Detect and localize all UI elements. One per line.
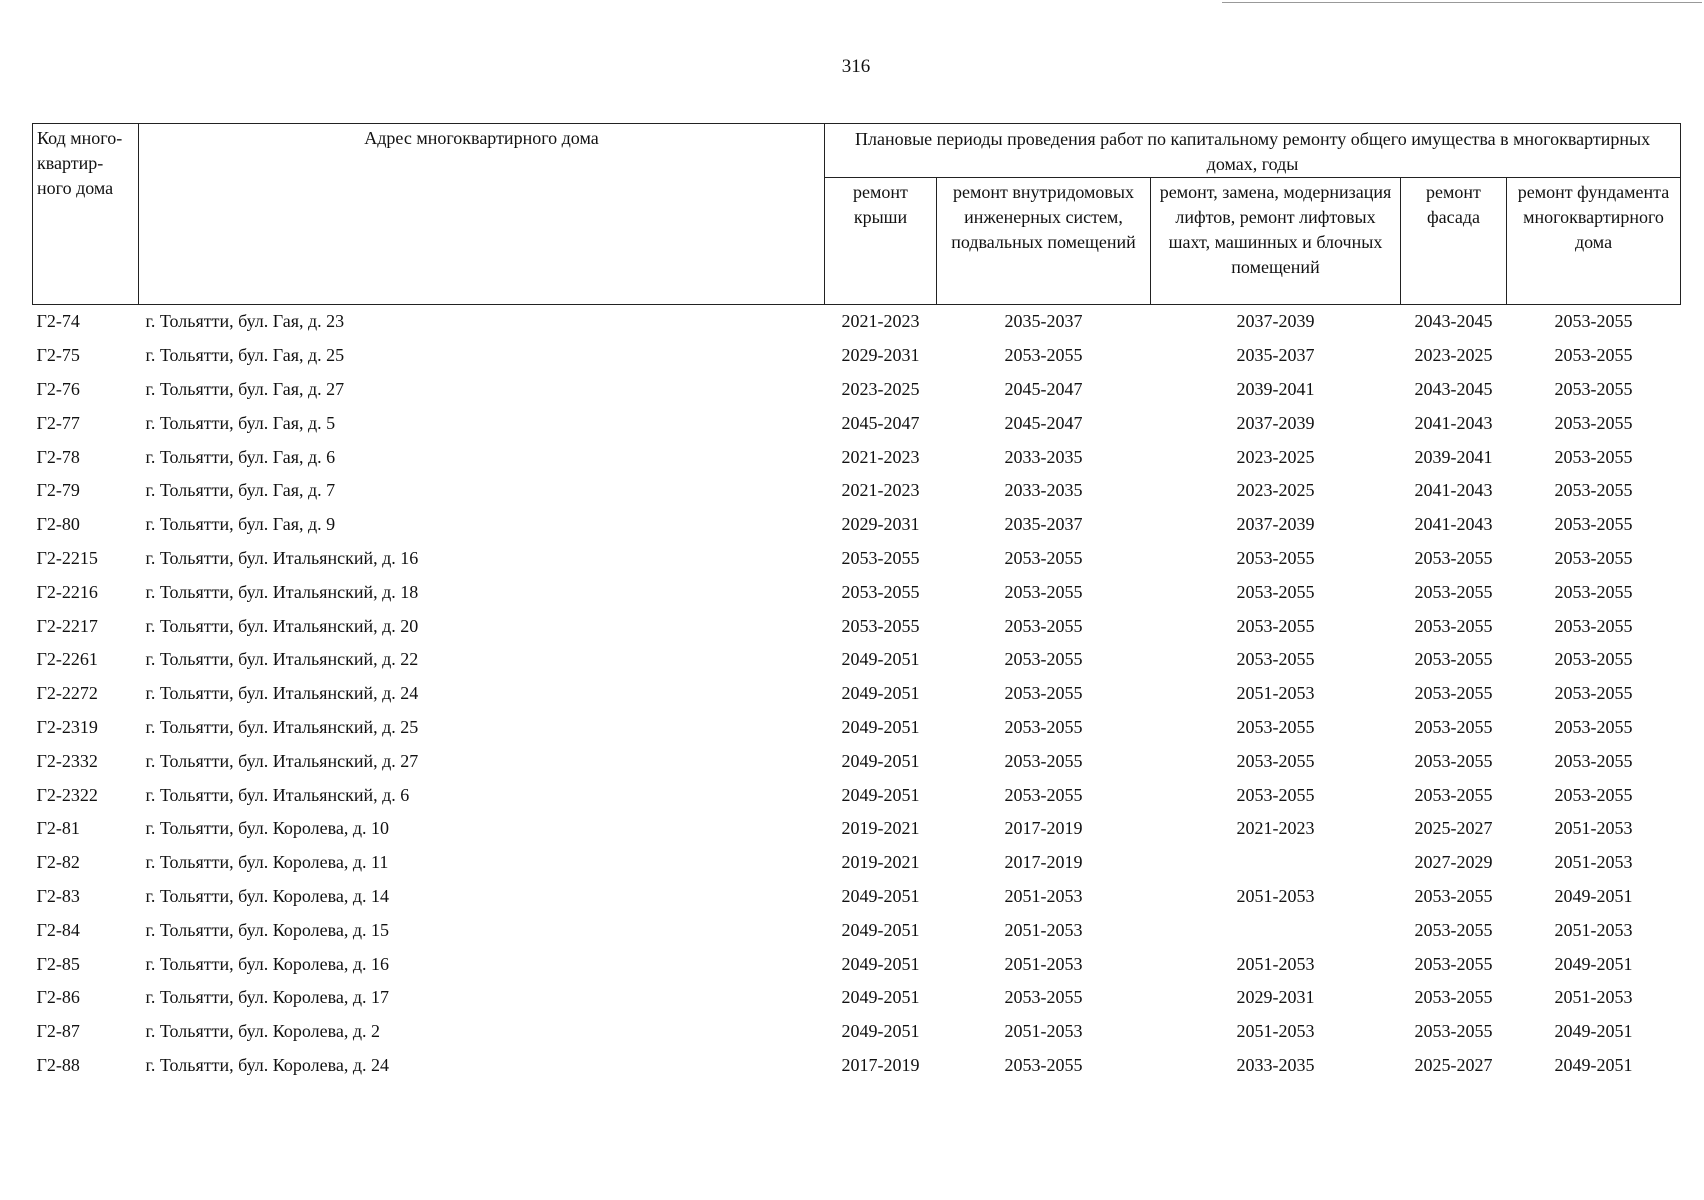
row-lifts-period: 2051-2053 bbox=[1236, 885, 1315, 906]
row-roof-period: 2049-2051 bbox=[841, 683, 920, 704]
row-facade-period: 2043-2045 bbox=[1414, 311, 1493, 332]
row-code: Г2-80 bbox=[36, 514, 80, 535]
row-code: Г2-2217 bbox=[36, 615, 98, 636]
row-address: г. Тольятти, бул. Королева, д. 11 bbox=[145, 852, 389, 873]
table-row bbox=[33, 339, 1681, 373]
row-roof-period: 2049-2051 bbox=[841, 1021, 920, 1042]
row-lifts-period: 2053-2055 bbox=[1236, 547, 1315, 568]
row-roof-period: 2049-2051 bbox=[841, 649, 920, 670]
row-systems-period: 2053-2055 bbox=[1004, 716, 1083, 737]
row-facade-period: 2053-2055 bbox=[1414, 1021, 1493, 1042]
table-row bbox=[33, 947, 1681, 981]
row-systems-period: 2053-2055 bbox=[1004, 615, 1083, 636]
table-row bbox=[33, 744, 1681, 778]
row-lifts-period: 2053-2055 bbox=[1236, 615, 1315, 636]
row-facade-period: 2041-2043 bbox=[1414, 480, 1493, 501]
row-foundation-period: 2051-2053 bbox=[1554, 919, 1633, 940]
row-code: Г2-77 bbox=[36, 412, 80, 433]
row-lifts-period: 2053-2055 bbox=[1236, 784, 1315, 805]
row-facade-period: 2053-2055 bbox=[1414, 547, 1493, 568]
row-facade-period: 2053-2055 bbox=[1414, 750, 1493, 771]
row-lifts-period: 2051-2053 bbox=[1236, 953, 1315, 974]
row-address: г. Тольятти, бул. Итальянский, д. 20 bbox=[145, 615, 419, 636]
row-roof-period: 2053-2055 bbox=[841, 581, 920, 602]
table-body bbox=[33, 305, 1681, 1083]
row-foundation-period: 2053-2055 bbox=[1554, 345, 1633, 366]
row-code: Г2-2216 bbox=[36, 581, 98, 602]
row-systems-period: 2053-2055 bbox=[1004, 750, 1083, 771]
row-lifts-period: 2037-2039 bbox=[1236, 311, 1315, 332]
table-row bbox=[33, 305, 1681, 339]
row-foundation-period: 2051-2053 bbox=[1554, 818, 1633, 839]
table-row bbox=[33, 542, 1681, 576]
table-row bbox=[33, 880, 1681, 914]
row-foundation-period: 2049-2051 bbox=[1554, 1054, 1633, 1075]
row-systems-period: 2053-2055 bbox=[1004, 649, 1083, 670]
row-systems-period: 2045-2047 bbox=[1004, 412, 1083, 433]
row-foundation-period: 2053-2055 bbox=[1554, 649, 1633, 670]
row-roof-period: 2029-2031 bbox=[841, 345, 920, 366]
table-row bbox=[33, 1015, 1681, 1049]
row-facade-period: 2053-2055 bbox=[1414, 615, 1493, 636]
row-address: г. Тольятти, бул. Гая, д. 6 bbox=[145, 446, 336, 467]
row-lifts-period: 2051-2053 bbox=[1236, 683, 1315, 704]
row-lifts-period: 2053-2055 bbox=[1236, 750, 1315, 771]
row-address: г. Тольятти, бул. Итальянский, д. 6 bbox=[145, 784, 410, 805]
row-facade-period: 2023-2025 bbox=[1414, 345, 1493, 366]
row-systems-period: 2051-2053 bbox=[1004, 953, 1083, 974]
row-code: Г2-2272 bbox=[36, 683, 98, 704]
row-code: Г2-88 bbox=[36, 1054, 80, 1075]
table-row bbox=[33, 440, 1681, 474]
row-systems-period: 2017-2019 bbox=[1004, 818, 1083, 839]
row-facade-period: 2053-2055 bbox=[1414, 953, 1493, 974]
row-roof-period: 2049-2051 bbox=[841, 750, 920, 771]
row-lifts-period bbox=[1151, 846, 1401, 880]
row-roof-period: 2049-2051 bbox=[841, 987, 920, 1008]
row-lifts-period: 2053-2055 bbox=[1236, 581, 1315, 602]
row-roof-period: 2049-2051 bbox=[841, 919, 920, 940]
table-row bbox=[33, 711, 1681, 745]
table-row bbox=[33, 508, 1681, 542]
row-systems-period: 2053-2055 bbox=[1004, 683, 1083, 704]
row-address: г. Тольятти, бул. Итальянский, д. 16 bbox=[145, 547, 419, 568]
header-systems: ремонт внутридомовых инженерных систем, подвальных помещений bbox=[937, 178, 1151, 305]
repair-schedule-table bbox=[32, 123, 1681, 1082]
header-address: Адрес многоквартирного дома bbox=[139, 124, 825, 305]
row-code: Г2-81 bbox=[36, 818, 80, 839]
row-roof-period: 2049-2051 bbox=[841, 784, 920, 805]
row-foundation-period: 2053-2055 bbox=[1554, 581, 1633, 602]
row-systems-period: 2045-2047 bbox=[1004, 378, 1083, 399]
row-code: Г2-2261 bbox=[36, 649, 98, 670]
row-facade-period: 2053-2055 bbox=[1414, 784, 1493, 805]
row-roof-period: 2017-2019 bbox=[841, 1054, 920, 1075]
row-systems-period: 2053-2055 bbox=[1004, 581, 1083, 602]
row-address: г. Тольятти, бул. Итальянский, д. 24 bbox=[145, 683, 419, 704]
row-systems-period: 2017-2019 bbox=[1004, 852, 1083, 873]
row-roof-period: 2049-2051 bbox=[841, 953, 920, 974]
row-address: г. Тольятти, бул. Итальянский, д. 25 bbox=[145, 716, 419, 737]
row-address: г. Тольятти, бул. Гая, д. 25 bbox=[145, 345, 345, 366]
header-facade: ремонт фасада bbox=[1401, 178, 1507, 305]
table-row bbox=[33, 846, 1681, 880]
row-lifts-period: 2023-2025 bbox=[1236, 446, 1315, 467]
row-code: Г2-74 bbox=[36, 311, 80, 332]
header-roof: ремонт крыши bbox=[825, 178, 937, 305]
row-roof-period: 2029-2031 bbox=[841, 514, 920, 535]
row-systems-period: 2053-2055 bbox=[1004, 345, 1083, 366]
row-address: г. Тольятти, бул. Королева, д. 16 bbox=[145, 953, 390, 974]
row-systems-period: 2053-2055 bbox=[1004, 987, 1083, 1008]
table-row bbox=[33, 609, 1681, 643]
row-systems-period: 2053-2055 bbox=[1004, 547, 1083, 568]
row-roof-period: 2019-2021 bbox=[841, 852, 920, 873]
row-facade-period: 2027-2029 bbox=[1414, 852, 1493, 873]
row-facade-period: 2053-2055 bbox=[1414, 649, 1493, 670]
table-row bbox=[33, 474, 1681, 508]
row-code: Г2-83 bbox=[36, 885, 80, 906]
row-foundation-period: 2049-2051 bbox=[1554, 885, 1633, 906]
row-address: г. Тольятти, бул. Королева, д. 10 bbox=[145, 818, 390, 839]
row-code: Г2-78 bbox=[36, 446, 80, 467]
header-code: Код много-квартир-ного дома bbox=[33, 124, 139, 305]
row-foundation-period: 2053-2055 bbox=[1554, 446, 1633, 467]
row-roof-period: 2021-2023 bbox=[841, 446, 920, 467]
row-foundation-period: 2053-2055 bbox=[1554, 311, 1633, 332]
row-lifts-period bbox=[1151, 913, 1401, 947]
table-row bbox=[33, 812, 1681, 846]
row-systems-period: 2053-2055 bbox=[1004, 784, 1083, 805]
row-foundation-period: 2049-2051 bbox=[1554, 953, 1633, 974]
row-systems-period: 2035-2037 bbox=[1004, 514, 1083, 535]
row-code: Г2-85 bbox=[36, 953, 80, 974]
row-code: Г2-76 bbox=[36, 378, 80, 399]
row-foundation-period: 2051-2053 bbox=[1554, 852, 1633, 873]
row-facade-period: 2025-2027 bbox=[1414, 818, 1493, 839]
row-systems-period: 2033-2035 bbox=[1004, 446, 1083, 467]
row-address: г. Тольятти, бул. Королева, д. 14 bbox=[145, 885, 390, 906]
row-systems-period: 2051-2053 bbox=[1004, 1021, 1083, 1042]
row-address: г. Тольятти, бул. Итальянский, д. 22 bbox=[145, 649, 419, 670]
row-lifts-period: 2029-2031 bbox=[1236, 987, 1315, 1008]
row-address: г. Тольятти, бул. Гая, д. 5 bbox=[145, 412, 336, 433]
row-roof-period: 2021-2023 bbox=[841, 311, 920, 332]
row-code: Г2-87 bbox=[36, 1021, 80, 1042]
table-row bbox=[33, 913, 1681, 947]
page-number: 316 bbox=[841, 56, 871, 77]
header-planned-periods: Плановые периоды проведения работ по капитальному ремонту общего имущества в многоквартирных домах, годы bbox=[825, 124, 1681, 178]
row-code: Г2-2332 bbox=[36, 750, 98, 771]
row-address: г. Тольятти, бул. Гая, д. 9 bbox=[145, 514, 336, 535]
row-lifts-period: 2039-2041 bbox=[1236, 378, 1315, 399]
row-address: г. Тольятти, бул. Итальянский, д. 27 bbox=[145, 750, 419, 771]
row-code: Г2-75 bbox=[36, 345, 80, 366]
row-facade-period: 2053-2055 bbox=[1414, 919, 1493, 940]
row-foundation-period: 2053-2055 bbox=[1554, 784, 1633, 805]
row-roof-period: 2023-2025 bbox=[841, 378, 920, 399]
table-row bbox=[33, 406, 1681, 440]
row-foundation-period: 2053-2055 bbox=[1554, 412, 1633, 433]
row-code: Г2-2215 bbox=[36, 547, 98, 568]
table-row bbox=[33, 373, 1681, 407]
header-foundation: ремонт фундамента многоквартирного дома bbox=[1507, 178, 1681, 305]
row-address: г. Тольятти, бул. Королева, д. 2 bbox=[145, 1021, 381, 1042]
row-facade-period: 2053-2055 bbox=[1414, 716, 1493, 737]
row-roof-period: 2049-2051 bbox=[841, 716, 920, 737]
table-row bbox=[33, 677, 1681, 711]
row-systems-period: 2035-2037 bbox=[1004, 311, 1083, 332]
row-facade-period: 2025-2027 bbox=[1414, 1054, 1493, 1075]
row-address: г. Тольятти, бул. Королева, д. 17 bbox=[145, 987, 390, 1008]
row-foundation-period: 2053-2055 bbox=[1554, 480, 1633, 501]
row-address: г. Тольятти, бул. Итальянский, д. 18 bbox=[145, 581, 419, 602]
row-facade-period: 2041-2043 bbox=[1414, 412, 1493, 433]
row-facade-period: 2053-2055 bbox=[1414, 581, 1493, 602]
row-roof-period: 2053-2055 bbox=[841, 615, 920, 636]
row-facade-period: 2053-2055 bbox=[1414, 885, 1493, 906]
row-lifts-period: 2023-2025 bbox=[1236, 480, 1315, 501]
row-facade-period: 2041-2043 bbox=[1414, 514, 1493, 535]
row-lifts-period: 2053-2055 bbox=[1236, 716, 1315, 737]
row-lifts-period: 2053-2055 bbox=[1236, 649, 1315, 670]
table-row bbox=[33, 643, 1681, 677]
table-row bbox=[33, 1049, 1681, 1083]
row-foundation-period: 2053-2055 bbox=[1554, 547, 1633, 568]
scan-edge-line bbox=[1222, 2, 1702, 3]
row-code: Г2-82 bbox=[36, 852, 80, 873]
row-address: г. Тольятти, бул. Гая, д. 7 bbox=[145, 480, 336, 501]
row-roof-period: 2049-2051 bbox=[841, 885, 920, 906]
row-address: г. Тольятти, бул. Королева, д. 15 bbox=[145, 919, 390, 940]
row-address: г. Тольятти, бул. Гая, д. 23 bbox=[145, 311, 345, 332]
table-row bbox=[33, 981, 1681, 1015]
table-row bbox=[33, 778, 1681, 812]
header-lifts: ремонт, замена, модернизация лифтов, ремонт лифтовых шахт, машинных и блочных помещений bbox=[1151, 178, 1401, 305]
row-lifts-period: 2051-2053 bbox=[1236, 1021, 1315, 1042]
row-facade-period: 2043-2045 bbox=[1414, 378, 1493, 399]
row-code: Г2-84 bbox=[36, 919, 80, 940]
row-code: Г2-2319 bbox=[36, 716, 98, 737]
row-lifts-period: 2037-2039 bbox=[1236, 412, 1315, 433]
table-row bbox=[33, 575, 1681, 609]
row-facade-period: 2053-2055 bbox=[1414, 987, 1493, 1008]
row-lifts-period: 2037-2039 bbox=[1236, 514, 1315, 535]
row-lifts-period: 2033-2035 bbox=[1236, 1054, 1315, 1075]
row-address: г. Тольятти, бул. Королева, д. 24 bbox=[145, 1054, 390, 1075]
row-foundation-period: 2053-2055 bbox=[1554, 615, 1633, 636]
row-facade-period: 2053-2055 bbox=[1414, 683, 1493, 704]
row-code: Г2-79 bbox=[36, 480, 80, 501]
row-systems-period: 2033-2035 bbox=[1004, 480, 1083, 501]
row-roof-period: 2019-2021 bbox=[841, 818, 920, 839]
row-roof-period: 2045-2047 bbox=[841, 412, 920, 433]
row-foundation-period: 2051-2053 bbox=[1554, 987, 1633, 1008]
row-systems-period: 2053-2055 bbox=[1004, 1054, 1083, 1075]
row-roof-period: 2021-2023 bbox=[841, 480, 920, 501]
row-foundation-period: 2053-2055 bbox=[1554, 514, 1633, 535]
row-lifts-period: 2035-2037 bbox=[1236, 345, 1315, 366]
row-foundation-period: 2053-2055 bbox=[1554, 378, 1633, 399]
row-code: Г2-2322 bbox=[36, 784, 98, 805]
row-systems-period: 2051-2053 bbox=[1004, 919, 1083, 940]
row-foundation-period: 2053-2055 bbox=[1554, 716, 1633, 737]
row-foundation-period: 2049-2051 bbox=[1554, 1021, 1633, 1042]
row-foundation-period: 2053-2055 bbox=[1554, 683, 1633, 704]
row-roof-period: 2053-2055 bbox=[841, 547, 920, 568]
row-systems-period: 2051-2053 bbox=[1004, 885, 1083, 906]
row-foundation-period: 2053-2055 bbox=[1554, 750, 1633, 771]
row-facade-period: 2039-2041 bbox=[1414, 446, 1493, 467]
row-lifts-period: 2021-2023 bbox=[1236, 818, 1315, 839]
row-address: г. Тольятти, бул. Гая, д. 27 bbox=[145, 378, 345, 399]
row-code: Г2-86 bbox=[36, 987, 80, 1008]
